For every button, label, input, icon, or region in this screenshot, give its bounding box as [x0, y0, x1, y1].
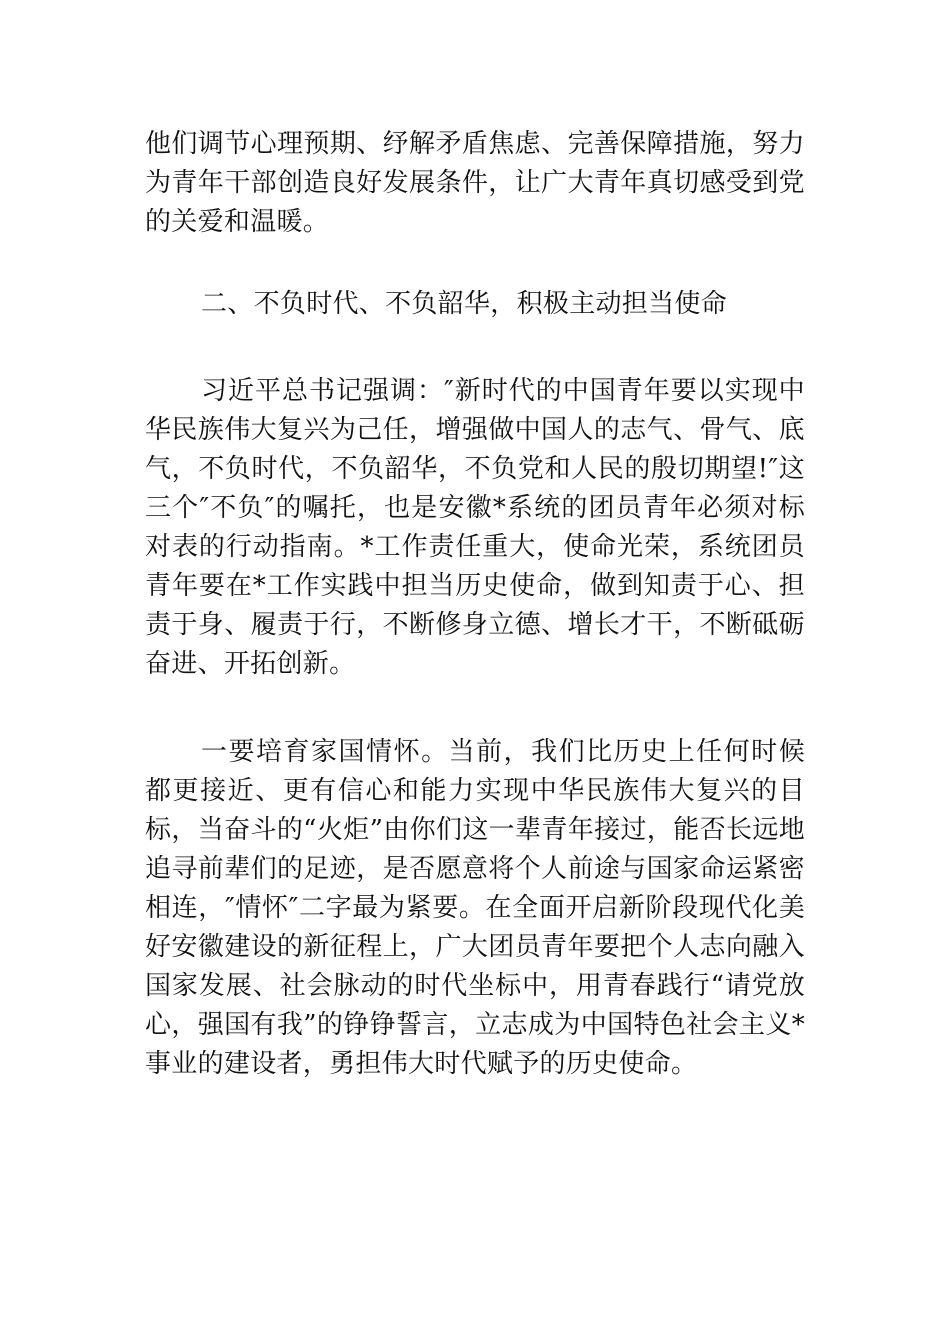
paragraph-continuation: 他们调节心理预期、纾解矛盾焦虑、完善保障措施，努力为青年干部创造良好发展条件，让广大青年真切感受到党的关爱和温暖。	[145, 129, 805, 237]
section-heading: 二、不负时代、不负韶华，积极主动担当使命	[201, 289, 728, 319]
paragraph-quote: 习近平总书记强调：″新时代的中国青年要以实现中华民族伟大复兴为己任，增强做中国人的志气、骨气、底气，不负时代，不负韶华，不负党和人民的殷切期望!″这三个″不负″的嘱托，也是安徽*系统的团员青年必须对标对表的行动指南。*工作责任重大，使命光荣，系统团员青年要在*工作实践中担当历史使命，做到知责于心、担责于身、履责于行，不断修身立德、增长才干，不断砥砺奋进、开拓创新。	[145, 376, 805, 679]
paragraph-family-country: 一要培育家国情怀。当前，我们比历史上任何时候都更接近、更有信心和能力实现中华民族伟大复兴的目标，当奋斗的“火炬”由你们这一辈青年接过，能否长远地追寻前辈们的足迹，是否愿意将个人前途与国家命运紧密相连，″情怀″二字最为紧要。在全面开启新阶段现代化美好安徽建设的新征程上，广大团员青年要把个人志向融入国家发展、社会脉动的时代坐标中，用青春践行“请党放心，强国有我”的铮铮誓言，立志成为中国特色社会主义*事业的建设者，勇担伟大时代赋予的历史使命。	[145, 737, 805, 1079]
